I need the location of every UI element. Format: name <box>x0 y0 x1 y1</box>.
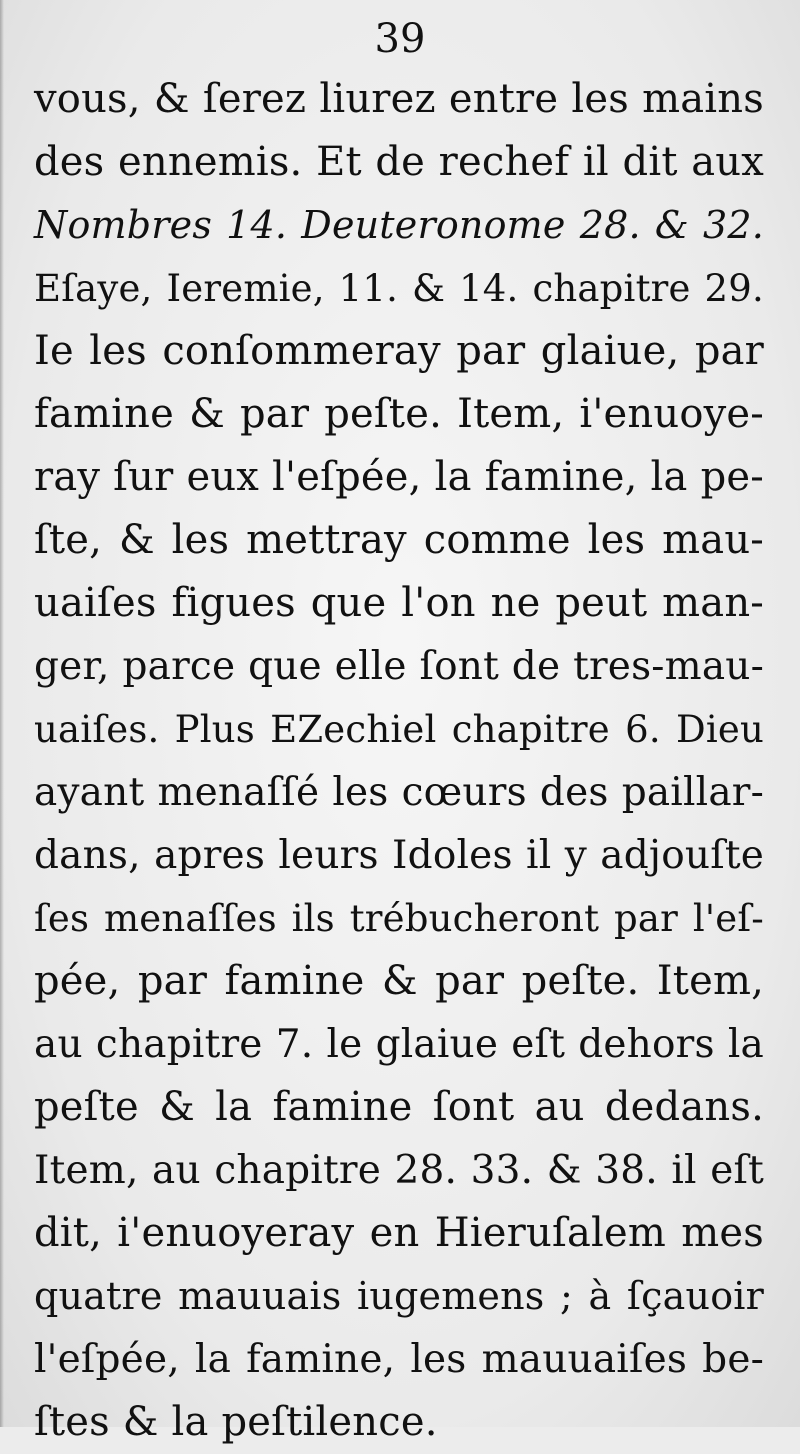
text-line: Eſaye, Ieremie, 11. & 14. chapitre 29. <box>34 267 764 310</box>
text-line: dit, i'enuoyeray en Hieruſalem mes <box>34 1210 764 1256</box>
text-line: au chapitre 7. le glaiue eſt dehors la <box>34 1022 764 1067</box>
text-line: uaiſes figues que l'on ne peut man- <box>34 580 764 626</box>
text-line: ayant menaſſé les cœurs des paillar- <box>34 770 764 815</box>
text-line: vous, & ſerez liurez entre les mains <box>34 76 764 122</box>
text-line: ſes menaſſes ils trébucheront par l'eſ- <box>34 897 764 940</box>
text-line: uaiſes. Plus EZechiel chapitre 6. Dieu <box>34 708 764 751</box>
page-edge-shadow <box>0 0 4 1427</box>
text-line: quatre mauuais iugemens ; à ſçauoir <box>34 1274 764 1318</box>
page-number: 39 <box>374 16 426 62</box>
text-line: Item, au chapitre 28. 33. & 38. il eſt <box>34 1148 764 1193</box>
text-line: peſte & la famine ſont au dedans. <box>34 1084 764 1130</box>
text-line: ſtes & la peſtilence. <box>34 1399 438 1445</box>
text-line: ſte, & les mettray comme les mau- <box>34 517 764 563</box>
text-line: dans, apres leurs Idoles il y adjouſte <box>34 833 764 878</box>
text-line: Ie les conſommeray par glaiue, par <box>34 328 764 374</box>
text-line: l'eſpée, la famine, les mauuaiſes be- <box>34 1337 764 1382</box>
text-line: des ennemis. Et de rechef il dit aux <box>34 139 764 185</box>
text-line: ger, parce que elle ſont de tres-mau- <box>34 644 764 689</box>
body-text <box>34 68 764 1454</box>
text-line: pée, par famine & par peſte. Item, <box>34 958 764 1004</box>
text-line: Nombres 14. Deuteronome 28. & 32. <box>34 203 764 247</box>
text-line: famine & par peſte. Item, i'enuoye- <box>34 391 764 437</box>
text-line: ray ſur eux l'eſpée, la famine, la pe- <box>34 454 764 500</box>
